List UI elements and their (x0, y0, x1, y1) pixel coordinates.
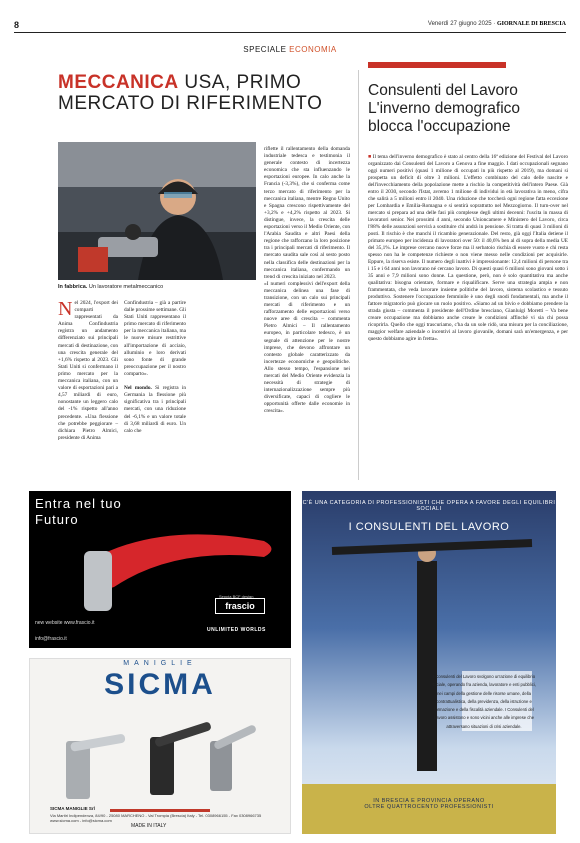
col4-text: «I numeri complessivi dell'export della meccanica delinea una fase di transizione, con un calo sui principali mercati di riferimento e un rafforzamento delle esportazioni verso nuove aree di crescita – commenta Pietro Almici – Il rallentamento europeo, in particolare tedesco, è un segnale di attenzione per le nostre imprese, che devono affrontare un contesto globale caratterizzato da incertezze economiche e geopolitiche. Allo stesso tempo, l'espansione nei mercati del Medio Oriente evidenzia la necessità di strategie di internazionalizzazione sempre più diversificate, capaci di cogliere le opportunità offerte dalle economie in crescita». (264, 280, 350, 415)
col1-text: el 2024, l'export dei comparti rappresentati da Anima Confindustria registra un andamento differenziato sui principali mercati di destinazione, con una crescita generale del +1,6% rispetto al 2023. Gli Stati Uniti si confermano il primo mercato per la meccanica italiana, con un valore di esportazioni pari a 4,57 miliardi di euro, nonostante un leggero calo del -1% rispetto all'anno precedente. «Una flessione che potrebbe peggiorare – dichiara Pietro Almici, presidente di Anima (58, 300, 118, 441)
consulenti-foot1: IN BRESCIA E PROVINCIA OPERANO (373, 798, 485, 804)
side-accent-bar (368, 62, 506, 68)
sicma-logo: SICMA (104, 668, 216, 701)
article-column-1 (58, 300, 118, 442)
section-prefix: SPECIALE (243, 45, 287, 54)
paper-name: GIORNALE DI BRESCIA (496, 21, 566, 27)
sicma-address-text: Via Martiri Indipendenza, 84/90 - 25080 MARCHENO - Val Trompia (Brescia) Italy - Tel. 0308966155 - Fax 0308966735 (50, 813, 262, 818)
consulenti-title: I CONSULENTI DEL LAVORO (348, 521, 510, 533)
page-dateline: Venerdì 27 giugno 2025 · GIORNALE DI BRESCIA (427, 21, 566, 27)
article-column-3 (264, 146, 350, 416)
bullet-marker: ■ (368, 154, 373, 160)
photo-caption (58, 284, 256, 290)
date: Venerdì 27 giugno 2025 (427, 21, 492, 27)
factory-photo (58, 142, 256, 280)
main-headline (58, 72, 348, 114)
frascio-website: new website www.frascio.it (35, 620, 95, 626)
side-headline: Consulenti del Lavoro L'inverno demografico blocca l'occupazione (368, 82, 521, 135)
worker-illustration (58, 142, 256, 280)
sicma-site: www.sicma.com - info@sicma.com (50, 818, 112, 823)
col3-text: riflette il rallentamento della domanda industriale tedesca e testimonia il generale contesto di incertezza economica che sta influenzando le esportazioni europee. In calo anche la Francia (-3,3%), che si conferma come terzo mercato di riferimento per la meccanica italiana, mentre Regno Unito e Spagna crescono rispettivamente del +3,2% e +4,2% rispetto al 2023. Si distingue, invece, la crescita delle esportazioni verso il Medio Oriente, con l'Arabia Saudita e altri Paesi della regione che rafforzano la loro posizione tra i principali mercati di riferimento. Il mercato saudita sale così al sesto posto nella classifica delle destinazioni per la meccanica italiana, confermando un trend di crescita iniziato nel 2023. (264, 146, 350, 280)
frascio-product: Seppia BCF design (219, 594, 254, 599)
frascio-logo: frascio (215, 598, 265, 614)
side-article-body (368, 154, 568, 343)
col2b-text: Si registra in Germania la flessione più significativa tra i principali mercati, con una riduzione del -6,1% e un valore totale di 3,68 miliardi di euro. Un calo che (124, 385, 186, 434)
sicma-address (50, 813, 261, 823)
acrobats-illustration (302, 491, 556, 834)
headline-red: MECCANICA (58, 72, 179, 93)
side-body-text: Il tema dell'inverno demografico è stato al centro della 16ª edizione del Festival del Lavoro organizzato dai Consulenti del Lavoro a Genova a fine maggio. I dati occupazionali segnano oggi numeri positivi (quasi 1 milione di occupati in più rispetto al 2019), ma domani si prospetta un deficit di oltre 3 milioni. L'effetto combinato del calo delle nascite e dell'invecchiamento della popolazione mette a rischio la competitività dell'intero Paese. Già entro il 2030, secondo l'Istat, avremo 1 milione di individui in età lavorativa in meno, cifra che salirà a 5 milioni entro il 2040. Una riduzione che toccherà ogni regione fatta eccezione per Lombardia e Emilia-Romagna e si sentirà soprattutto nel Mezzogiorno. Il turn-over nel mercato si prepara ad una delle fasi più complesse degli ultimi decenni: l'uscita in massa di lavoratori senior. Nei prossimi 4 anni, secondo Unioncamere e Ministero del Lavoro, circa l'88% delle assunzioni servirà a sostituire chi andrà in pensione. Si tratta di quasi 3 milioni di posti. Il rischio è che manchi il ricambio generazionale. Del resto, già oggi l'Italia detiene il primato europeo per incidenza di lavoratori over 50: il 40,6% ben al di sopra della media UE del 35,1%. Le imprese cercano nuove forze ma il serbatoio rischia di essere vuoto e chi resta spesso non ha le competenze richieste o non viene messo nelle condizioni per acquisirle. Eppure, la riserva esiste. Il numero degli inattivi è impressionante: 12,4 milioni di persone tra i 15 e i 64 anni non lavorano né cercano lavoro. Di questi quasi 6 milioni sono giovani sotto i 35 anni e 7,9 milioni sono donne. La questione, però, non è solo quantitativa ma anche qualitativa: bisogna orientare, formare e riqualificare. Serve una strategia ampia e non frammentata, che veda lavorare insieme politiche del lavoro, sistema scolastico e tessuto produttivo. Sostenere l'occupazione femminile è uno degli snodi fondamentali, ma anche il fattore migratorio può giocare un ruolo positivo. «Siamo ad un bivio e dobbiamo prendere la strada giusta – commenta il presidente dell'Ordine bresciano, Gianluigi Moretti – Va bene creare occupazione ma dobbiamo anche creare le condizioni affinché vi sia chi possa ricoprirla. Quello che oggi trascuriamo, c'ha da un sole ridò, una misura per la conciliazione, maggior welfare aziendale o incentivi al lavoro giovanile, domani sarà un'emergenza, e per questo dobbiamo agire in fretta». (368, 154, 568, 342)
frascio-email: info@frascio.it (35, 636, 67, 642)
headline-rest: USA, PRIMO MERCATO DI RIFERIMENTO (58, 72, 323, 114)
caption-text: Un lavoratore metalmeccanico (88, 284, 164, 290)
section-label (0, 45, 580, 54)
frascio-tagline: Entra nel tuo Futuro (35, 496, 122, 527)
frascio-slogan: UNLIMITED WORLDS (207, 627, 266, 633)
consulenti-ad[interactable] (302, 491, 556, 834)
consulenti-body: I Consulenti del Lavoro svolgono un'azione di equilibrio sociale, operando fra azienda, lavoratore e enti pubblici, nei campi della gestione delle risorse umane, della contrattualistica, della previdenza, della istruzione e formazione e della fiscalità aziendale. I Consulenti del Lavoro assistono e sono vicini anche alle imprese che attraversano situazioni di crisi aziendale. (432, 674, 536, 729)
header-rule (14, 32, 566, 33)
consulenti-top: C'È UNA CATEGORIA DI PROFESSIONISTI CHE OPERA A FAVORE DEGLI EQUILIBRI SOCIALI (302, 500, 556, 512)
caption-bold: In fabbrica. (58, 284, 88, 290)
column-divider (358, 70, 359, 480)
made-in-italy: MADE IN ITALY (131, 823, 167, 829)
page-number: 8 (14, 20, 20, 30)
consulenti-footer-text (302, 798, 556, 810)
section-accent: ECONOMIA (289, 45, 337, 54)
sicma-company: SICMA MANIGLIE Srl (50, 806, 95, 811)
consulenti-foot2: OLTRE QUATTROCENTO PROFESSIONISTI (364, 804, 494, 810)
sicma-maniglie: MANIGLIE (123, 660, 197, 667)
article-column-2 (124, 300, 186, 435)
col2-text: Confindustria – già a partire dalle prossime settimane. Gli Stati Uniti rappresentano il primo mercato di riferimento per la meccanica italiana, ma le nuove misure restrittive all'importazione di acciaio, alluminio e loro derivati sono fonte di grande preoccupazione per il nostro comparto». (124, 300, 186, 377)
col2-subhead: Nel mondo. (124, 385, 152, 392)
dropcap: N (58, 298, 73, 320)
